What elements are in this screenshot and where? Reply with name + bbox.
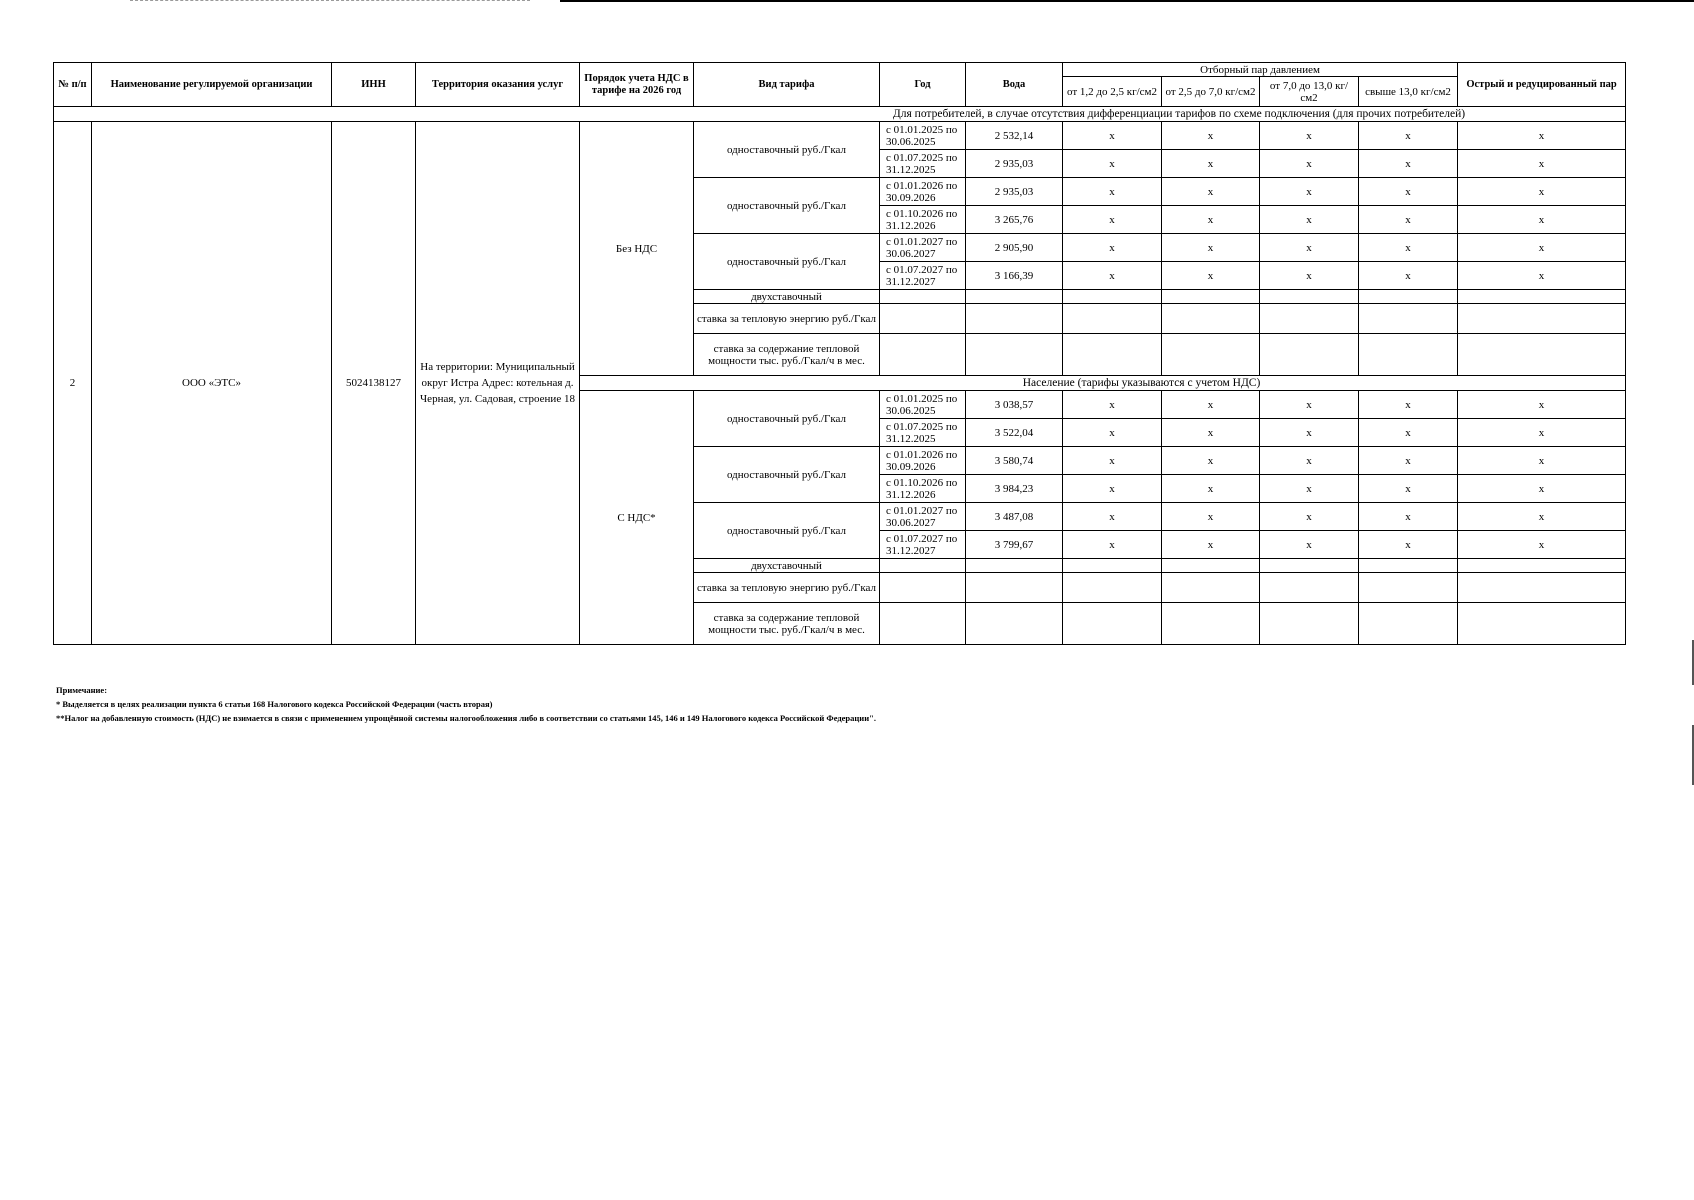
sharp-steam-value: x [1458, 503, 1626, 531]
water-value: 2 935,03 [966, 150, 1063, 178]
sharp-steam-value: x [1458, 206, 1626, 234]
water-value: 3 799,67 [966, 531, 1063, 559]
empty-cell [966, 334, 1063, 376]
tariff-type: одноставочный руб./Гкал [694, 122, 880, 178]
empty-cell [1260, 603, 1359, 645]
steam-3-value: x [1260, 234, 1359, 262]
empty-cell [1063, 290, 1162, 304]
steam-2-value: x [1162, 206, 1260, 234]
tariff-period: с 01.07.2027 по 31.12.2027 [880, 262, 966, 290]
empty-cell [1359, 290, 1458, 304]
tariff-type: одноставочный руб./Гкал [694, 503, 880, 559]
empty-cell [1359, 304, 1458, 334]
empty-cell [880, 290, 966, 304]
empty-cell [1162, 573, 1260, 603]
tariff-period: с 01.07.2025 по 31.12.2025 [880, 419, 966, 447]
energy-rate-label: ставка за тепловую энергию руб./Гкал [694, 304, 880, 334]
water-value: 3 265,76 [966, 206, 1063, 234]
capacity-rate-label: ставка за содержание тепловой мощности тыс. руб./Гкал/ч в мес. [694, 334, 880, 376]
water-value: 2 532,14 [966, 122, 1063, 150]
capacity-rate-label: ставка за содержание тепловой мощности тыс. руб./Гкал/ч в мес. [694, 603, 880, 645]
steam-3-value: x [1260, 122, 1359, 150]
empty-cell [1162, 334, 1260, 376]
sharp-steam-value: x [1458, 531, 1626, 559]
steam-2-value: x [1162, 419, 1260, 447]
header-territory: Территория оказания услуг [416, 63, 580, 107]
header-num: № п/п [54, 63, 92, 107]
sharp-steam-value: x [1458, 447, 1626, 475]
empty-cell [1162, 304, 1260, 334]
tariff-period: с 01.01.2026 по 30.09.2026 [880, 178, 966, 206]
empty-cell [1458, 290, 1626, 304]
empty-cell [1260, 304, 1359, 334]
empty-cell [1359, 334, 1458, 376]
tariff-period: с 01.07.2027 по 31.12.2027 [880, 531, 966, 559]
steam-4-value: x [1359, 206, 1458, 234]
empty-cell [880, 573, 966, 603]
steam-4-value: x [1359, 475, 1458, 503]
header-inn: ИНН [332, 63, 416, 107]
steam-3-value: x [1260, 475, 1359, 503]
empty-cell [966, 573, 1063, 603]
steam-1-value: x [1063, 150, 1162, 178]
empty-cell [1063, 559, 1162, 573]
steam-1-value: x [1063, 447, 1162, 475]
empty-cell [1260, 573, 1359, 603]
header-steam-group: Отборный пар давлением [1063, 63, 1458, 77]
sharp-steam-value: x [1458, 234, 1626, 262]
empty-cell [1260, 334, 1359, 376]
empty-cell [1260, 559, 1359, 573]
steam-4-value: x [1359, 503, 1458, 531]
header-steam-2: от 2,5 до 7,0 кг/см2 [1162, 77, 1260, 107]
steam-2-value: x [1162, 391, 1260, 419]
empty-cell [1260, 290, 1359, 304]
empty-cell [1458, 334, 1626, 376]
steam-3-value: x [1260, 391, 1359, 419]
steam-4-value: x [1359, 234, 1458, 262]
steam-4-value: x [1359, 531, 1458, 559]
water-value: 3 166,39 [966, 262, 1063, 290]
steam-4-value: x [1359, 262, 1458, 290]
header-steam-3: от 7,0 до 13,0 кг/см2 [1260, 77, 1359, 107]
empty-cell [1063, 573, 1162, 603]
vat-order: Без НДС [580, 122, 694, 376]
empty-cell [966, 603, 1063, 645]
steam-2-value: x [1162, 178, 1260, 206]
sharp-steam-value: x [1458, 262, 1626, 290]
two-part-label: двухставочный [694, 559, 880, 573]
steam-1-value: x [1063, 206, 1162, 234]
empty-cell [1063, 304, 1162, 334]
empty-cell [880, 559, 966, 573]
empty-cell [1063, 603, 1162, 645]
steam-4-value: x [1359, 178, 1458, 206]
tariff-period: с 01.01.2027 по 30.06.2027 [880, 503, 966, 531]
steam-1-value: x [1063, 234, 1162, 262]
tariff-period: с 01.01.2025 по 30.06.2025 [880, 391, 966, 419]
note-2: **Налог на добавленную стоимость (НДС) не взимается в связи с применением упрощённой системы налогообложения либо в соответствии со статьями 145, 146 и 149 Налогового кодекса Российской Федерации". [56, 713, 876, 723]
inn-value: 5024138127 [332, 122, 416, 645]
tariff-type: одноставочный руб./Гкал [694, 178, 880, 234]
steam-4-value: x [1359, 150, 1458, 178]
empty-cell [1162, 290, 1260, 304]
steam-3-value: x [1260, 150, 1359, 178]
steam-1-value: x [1063, 122, 1162, 150]
note-1: * Выделяется в целях реализации пункта 6 статьи 168 Налогового кодекса Российской Федерации (часть вторая) [56, 699, 493, 709]
tariff-type: одноставочный руб./Гкал [694, 234, 880, 290]
header-sharp-steam: Острый и редуцированный пар [1458, 63, 1626, 107]
water-value: 2 935,03 [966, 178, 1063, 206]
header-tariff-type: Вид тарифа [694, 63, 880, 107]
tariff-period: с 01.01.2027 по 30.06.2027 [880, 234, 966, 262]
steam-1-value: x [1063, 262, 1162, 290]
notes-title: Примечание: [56, 685, 108, 695]
steam-2-value: x [1162, 475, 1260, 503]
tariff-period: с 01.10.2026 по 31.12.2026 [880, 475, 966, 503]
empty-cell [1359, 603, 1458, 645]
sharp-steam-value: x [1458, 475, 1626, 503]
empty-cell [880, 304, 966, 334]
water-value: 3 038,57 [966, 391, 1063, 419]
empty-cell [966, 304, 1063, 334]
steam-3-value: x [1260, 503, 1359, 531]
sharp-steam-value: x [1458, 122, 1626, 150]
header-steam-4: свыше 13,0 кг/см2 [1359, 77, 1458, 107]
empty-cell [1359, 573, 1458, 603]
sharp-steam-value: x [1458, 150, 1626, 178]
steam-3-value: x [1260, 178, 1359, 206]
tariff-period: с 01.01.2025 по 30.06.2025 [880, 122, 966, 150]
steam-2-value: x [1162, 447, 1260, 475]
tariff-type: одноставочный руб./Гкал [694, 447, 880, 503]
water-value: 3 487,08 [966, 503, 1063, 531]
steam-4-value: x [1359, 122, 1458, 150]
steam-1-value: x [1063, 178, 1162, 206]
empty-cell [1162, 603, 1260, 645]
steam-2-value: x [1162, 503, 1260, 531]
water-value: 3 522,04 [966, 419, 1063, 447]
steam-1-value: x [1063, 419, 1162, 447]
energy-rate-label: ставка за тепловую энергию руб./Гкал [694, 573, 880, 603]
header-organization: Наименование регулируемой организации [92, 63, 332, 107]
sharp-steam-value: x [1458, 419, 1626, 447]
two-part-label: двухставочный [694, 290, 880, 304]
empty-cell [966, 559, 1063, 573]
steam-3-value: x [1260, 262, 1359, 290]
empty-cell [1458, 304, 1626, 334]
steam-3-value: x [1260, 531, 1359, 559]
steam-1-value: x [1063, 503, 1162, 531]
tariff-period: с 01.01.2026 по 30.09.2026 [880, 447, 966, 475]
organization-name: ООО «ЭТС» [92, 122, 332, 645]
steam-4-value: x [1359, 419, 1458, 447]
scan-top-edge [560, 0, 1694, 2]
row-num: 2 [54, 122, 92, 645]
steam-1-value: x [1063, 475, 1162, 503]
steam-4-value: x [1359, 447, 1458, 475]
steam-2-value: x [1162, 122, 1260, 150]
steam-2-value: x [1162, 234, 1260, 262]
section-title: Население (тарифы указываются с учетом НДС) [580, 376, 1626, 391]
empty-cell [1162, 559, 1260, 573]
tariff-period: с 01.10.2026 по 31.12.2026 [880, 206, 966, 234]
empty-cell [880, 334, 966, 376]
section-title: Для потребителей, в случае отсутствия дифференциации тарифов по схеме подключения (для прочих потребителей) [54, 107, 1626, 122]
tariff-type: одноставочный руб./Гкал [694, 391, 880, 447]
empty-cell [1458, 559, 1626, 573]
tariff-table [53, 62, 1626, 645]
territory-value: На территории: Муниципальный округ Истра Адрес: котельная д. Черная, ул. Садовая, строение 18 [416, 122, 580, 645]
sharp-steam-value: x [1458, 391, 1626, 419]
steam-4-value: x [1359, 391, 1458, 419]
steam-2-value: x [1162, 150, 1260, 178]
scan-dash-line [130, 0, 530, 1]
empty-cell [1359, 559, 1458, 573]
empty-cell [1458, 603, 1626, 645]
empty-cell [966, 290, 1063, 304]
water-value: 3 580,74 [966, 447, 1063, 475]
steam-3-value: x [1260, 447, 1359, 475]
tariff-period: с 01.07.2025 по 31.12.2025 [880, 150, 966, 178]
header-year: Год [880, 63, 966, 107]
steam-1-value: x [1063, 391, 1162, 419]
steam-1-value: x [1063, 531, 1162, 559]
header-water: Вода [966, 63, 1063, 107]
vat-order: С НДС* [580, 391, 694, 645]
steam-2-value: x [1162, 262, 1260, 290]
water-value: 2 905,90 [966, 234, 1063, 262]
steam-3-value: x [1260, 206, 1359, 234]
empty-cell [1063, 334, 1162, 376]
sharp-steam-value: x [1458, 178, 1626, 206]
steam-3-value: x [1260, 419, 1359, 447]
steam-2-value: x [1162, 531, 1260, 559]
header-vat-order: Порядок учета НДС в тарифе на 2026 год [580, 63, 694, 107]
empty-cell [1458, 573, 1626, 603]
water-value: 3 984,23 [966, 475, 1063, 503]
header-steam-1: от 1,2 до 2,5 кг/см2 [1063, 77, 1162, 107]
notes-block [56, 683, 876, 725]
empty-cell [880, 603, 966, 645]
